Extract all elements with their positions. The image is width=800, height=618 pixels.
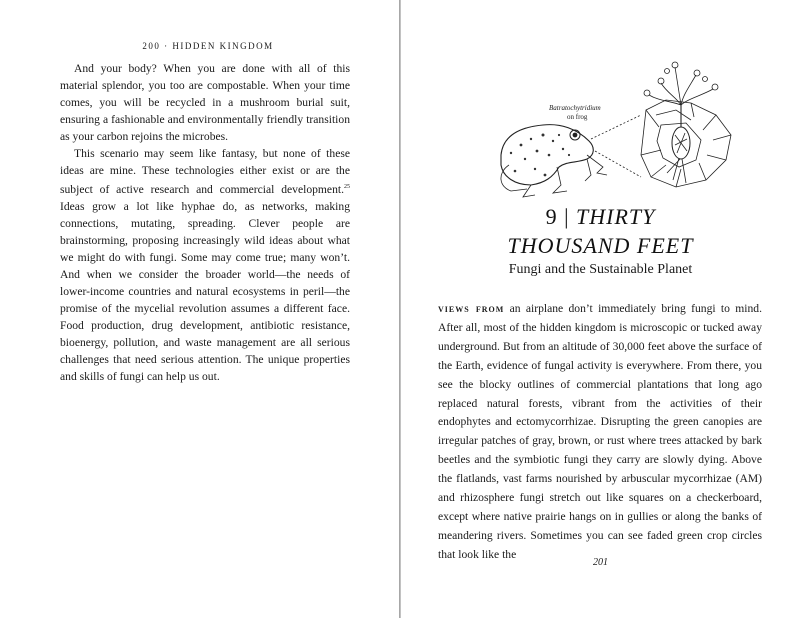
footnote-marker: 25	[344, 184, 350, 190]
left-page	[0, 0, 399, 618]
page-number: 201	[593, 557, 608, 568]
frog-chytrid-illustration	[491, 55, 741, 205]
right-page	[401, 0, 800, 618]
lead-in: views from	[438, 303, 505, 315]
chapter-number: 9	[545, 204, 558, 229]
right-page-body	[438, 300, 762, 565]
chapter-title-text-1: THIRTY	[576, 204, 656, 229]
chapter-title-line-1	[461, 202, 740, 231]
chapter-separator: |	[564, 204, 570, 229]
paragraph: And your body? When you are done with all of this material splendor, you too are compostable. When your time comes, you will be recycled in a mushroom burial suit, ensuring a fashionable and environmentally friendly transition as your carbon rejoins the microbes.	[60, 62, 350, 143]
chapter-title	[461, 202, 740, 260]
illustration-caption: Batratochytridium	[549, 104, 601, 112]
paragraph: This scenario may seem like fantasy, but none of these ideas are mine. These technologies either exist or are the subject of active research and commercial development.$^{25}$ Ideas grow a lot like hyphae do, as networks, making connections, mutating, spreading. Clever people are brainstorming, proposing increasingly wild ideas about what we might do with fungi. Some may come true; many won’t. And when we consider the broader world—the needs of lower-income countries and natural ecosystems in peril—the promise of the mycelial revolution assumes a different face. Food production, drug development, antibiotic resistance, bioenergy, pollution, and waste management are all serious challenges that need serious attention. The unique properties and skills of fungi can help us out.	[60, 147, 350, 383]
illustration-caption-sub: on frog	[567, 113, 588, 121]
left-page-body	[60, 60, 350, 385]
running-head: 200 · HIDDEN KINGDOM	[142, 41, 274, 51]
chapter-title-text-2: THOUSAND FEET	[507, 233, 694, 258]
paragraph: views from an airplane don’t immediately bring fungi to mind. After all, most of the hidden kingdom is microscopic or tucked away underground. But from an altitude of 30,000 feet above the surface of the Earth, evidence of fungal activity is everywhere. From there, you see the blocky outlines of commercial plantations that long ago replaced natural forests, vibrant from the activities of their endophytes and ectomycorrhizae. Disrupting the green canopies are irregular patches of gray, brown, or rust where trees attacked by bark beetles and the symbiotic fungi they carry are slowly dying. Above the flatlands, vast farms nourished by arbuscular mycorrhizae (AM) and rhizosphere fungi stretch out like squares on a checkerboard, except where native prairie hangs on in gullies or along the banks of meandering rivers. Sometimes you can see faded green crop circles that look like the	[438, 302, 762, 561]
chapter-subtitle: Fungi and the Sustainable Planet	[508, 262, 693, 277]
